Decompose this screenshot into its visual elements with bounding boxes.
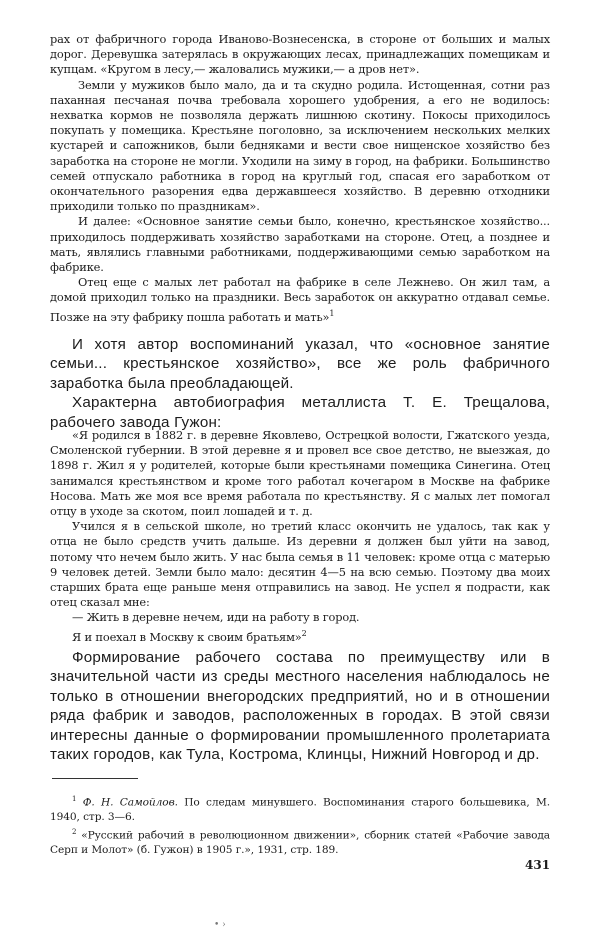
quote-text: Я и поехал в Москву к своим братьям»	[72, 629, 302, 644]
scan-speck: • ›	[214, 920, 226, 930]
memoir-quote-samoilov	[50, 32, 550, 325]
footnote-1	[50, 792, 550, 825]
quote-paragraph: «Я родился в 1882 г. в деревне Яковлево, Острецкой волости, Гжатского уезда, Смоленской губернии. В этой деревне я и провел все свое детство, не выезжая, до 1898 г. Жил я у родителей, которые были крестьянами помещика Синегина. Отец занимался крестьянством и кроме того работал кочегаром в Москве на фабрике Носова. Мать же моя все время работала по крестьянству. Я с малых лет помогал отцу в уходе за скотом, поил лошадей и т. д.	[50, 428, 550, 519]
footnote-ref: 2	[301, 628, 307, 638]
footnote-number: 1	[72, 795, 77, 803]
quote-paragraph: И далее: «Основное занятие семьи было, конечно, крестьянское хозяйство... приходилось поддерживать хозяйство заработками на стороне. Отец, а позднее и мать, являлись главными работниками, поддерживающими семью заработком на фабрике.	[50, 214, 550, 275]
footnote-ref: 1	[329, 308, 335, 318]
footnote-divider	[52, 778, 138, 779]
main-text-section	[50, 648, 550, 764]
quote-paragraph: Учился я в сельской школе, но третий класс окончить не удалось, так как у отца не было средств учить дальше. Из деревни я должен был уйти на завод, потому что нечем было жить. У нас была семья в 11 человек: кроме отца с матерью 9 человек детей. Земли было мало: десятин 4—5 на всю семью. Поэтому два моих старших брата еще раньше меня отправились на завод. Не успел я подрасти, как отец сказал мне:	[50, 519, 550, 610]
footnotes	[50, 792, 550, 857]
footnote-number: 2	[72, 827, 77, 836]
quote-paragraph: рах от фабричного города Иваново-Вознесенска, в стороне от больших и малых дорог. Деревушка затерялась в окружающих лесах, принадлежащих помещикам и купцам. «Кругом в лесу,— жаловались мужики,— а дров нет».	[50, 32, 550, 77]
body-paragraph: И хотя автор воспоминаний указал, что «основное занятие семьи... крестьянское хозяйство», все же роль фабричного заработка была преобладающей.	[50, 336, 550, 392]
body-paragraph: Характерна автобиография металлиста Т. Е. Трещалова, рабочего завода Гужон:	[50, 394, 550, 431]
quote-paragraph	[50, 275, 550, 324]
footnote-text: По следам минувшего. Воспоминания старого большевика, М. 1940, стр. 3—6.	[50, 796, 550, 824]
quote-paragraph	[50, 626, 550, 645]
footnote-2	[50, 825, 550, 858]
main-text-section	[50, 335, 550, 432]
body-paragraph: Формирование рабочего состава по преимуществу или в значительной части из среды местного населения наблюдалось не только в отношении внегородских предприятий, но и в отношении ряда фабрик и заводов, расположенных в городах. В этой связи интересны данные о формировании промышленного пролетариата таких городов, как Тула, Кострома, Клинцы, Нижний Новгород и др.	[50, 649, 550, 764]
footnote-text: «Русский рабочий в революционном движении», сборник статей «Рабочие завода Серп и Молот» (б. Гужон) в 1905 г.», 1931, стр. 189.	[50, 829, 550, 856]
page-number: 431	[525, 858, 551, 872]
footnote-author: Ф. Н. Самойлов.	[82, 796, 178, 809]
memoir-quote-treshchalov	[50, 428, 550, 645]
quote-text: Отец еще с малых лет работал на фабрике в селе Лежнево. Он жил там, а домой приходил только на праздники. Весь заработок он аккуратно отдавал семье. Позже на эту фабрику пошла работать и мать»	[50, 275, 550, 324]
quote-dialog-line: — Жить в деревне нечем, иди на работу в город.	[72, 610, 360, 625]
quote-paragraph: Земли у мужиков было мало, да и та скудно родила. Истощенная, сотни раз паханная песчаная почва требовала хорошего удобрения, а его не водилось: нехватка кормов не позволяла держать лишнюю скотину. Покосы приходилось покупать у помещика. Крестьяне поголовно, за исключением нескольких мелких кустарей и сапожников, были бедняками и вести свое нищенское хозяйство без заработка на стороне не могли. Уходили на зиму в город, на фабрики. Большинство семей отпускало работника в город на круглый год, спасая его заработком от окончательного разорения едва державшееся хозяйство. В деревню отходники приходили только по праздникам».	[50, 77, 550, 214]
